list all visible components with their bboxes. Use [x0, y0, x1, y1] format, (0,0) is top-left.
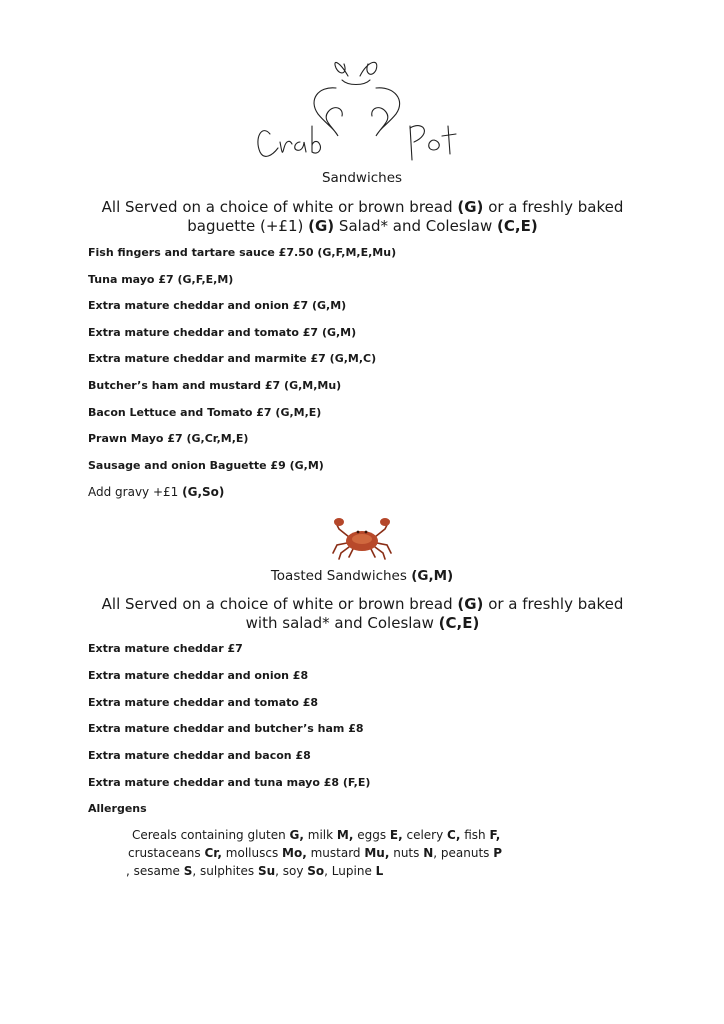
item-allergens: (G,F,E,M) — [177, 273, 234, 286]
menu-item: Extra mature cheddar and onion £8 — [88, 669, 309, 682]
allergen-code: (G) — [457, 595, 484, 613]
item-allergens: (G,M) — [311, 299, 347, 312]
menu-item: Extra mature cheddar and bacon £8 — [88, 749, 311, 762]
allergen-code: F, — [489, 828, 501, 842]
section-title-toasted — [0, 568, 724, 584]
allergen-code: Mu, — [364, 846, 390, 860]
allergen-key: Cereals containing gluten G, milk M, eggs E, celery C, fish F, crustaceans Cr, molluscs Mo, mustard Mu, nuts N, peanuts P , sesame S, sulphites Su, soy So, Lupine L — [126, 828, 503, 878]
menu-item: Extra mature cheddar and tuna mayo £8 (F,E) — [88, 776, 371, 789]
allergen-code: M, — [336, 828, 354, 842]
item-allergens: (G,F,M,E,Mu) — [317, 246, 397, 259]
allergen-code: G, — [289, 828, 304, 842]
item-allergens: (G,M,E) — [275, 406, 322, 419]
allergen-code: Mo, — [282, 846, 307, 860]
sandwiches-intro — [90, 198, 635, 236]
intro-text: or a freshly baked with salad* and Coleslaw — [245, 595, 624, 632]
toasted-intro — [90, 595, 635, 633]
item-allergens: (F,E) — [342, 776, 371, 789]
allergen-code: (G) — [308, 217, 335, 235]
allergen-code: S — [183, 864, 193, 878]
item-allergens: (G,M) — [411, 568, 454, 584]
allergens-heading: Allergens — [88, 802, 147, 815]
menu-item: Sausage and onion Baguette £9 (G,M) — [88, 459, 324, 472]
item-allergens: (G,So) — [182, 485, 225, 499]
section-title-text: Toasted Sandwiches — [270, 568, 412, 584]
menu-item: Butcher’s ham and mustard £7 (G,M,Mu) — [88, 379, 342, 392]
menu-item: Extra mature cheddar and onion £7 (G,M) — [88, 299, 347, 312]
item-allergens: (G,M) — [289, 459, 324, 472]
allergen-code: L — [375, 864, 384, 878]
intro-text: or a freshly baked baguette (+£1) — [187, 198, 624, 235]
crab-pot-logo — [248, 56, 463, 168]
item-allergens: (G,M,C) — [329, 352, 377, 365]
menu-item: Extra mature cheddar and butcher’s ham £8 — [88, 722, 364, 735]
intro-text: Salad* and Coleslaw — [334, 217, 498, 235]
item-allergens: (G,Cr,M,E) — [186, 432, 249, 445]
menu-item: Extra mature cheddar and tomato £8 — [88, 696, 319, 709]
item-allergens: (G,M,Mu) — [284, 379, 342, 392]
allergen-code: (C,E) — [497, 217, 538, 235]
menu-item: Extra mature cheddar £7 — [88, 642, 243, 655]
allergen-code: So — [307, 864, 325, 878]
menu-item: Fish fingers and tartare sauce £7.50 (G,F,M,E,Mu) — [88, 246, 397, 259]
allergen-code: Cr, — [204, 846, 222, 860]
menu-item: Prawn Mayo £7 (G,Cr,M,E) — [88, 432, 249, 445]
item-allergens: (G,M) — [321, 326, 357, 339]
intro-text: All Served on a choice of white or brown bread — [101, 198, 458, 216]
allergen-code: Su — [257, 864, 276, 878]
allergen-code: P — [493, 846, 503, 860]
intro-text: All Served on a choice of white or brown bread — [101, 595, 458, 613]
menu-addon: Add gravy +£1 (G,So) — [88, 485, 225, 499]
allergen-code: E, — [389, 828, 403, 842]
allergen-code: (C,E) — [438, 614, 480, 632]
allergen-code: (G) — [457, 198, 484, 216]
crab-illustration — [331, 515, 393, 561]
allergen-code: N — [423, 846, 434, 860]
menu-item: Extra mature cheddar and marmite £7 (G,M,C) — [88, 352, 377, 365]
menu-item: Bacon Lettuce and Tomato £7 (G,M,E) — [88, 406, 322, 419]
allergen-code: C, — [447, 828, 461, 842]
menu-item: Tuna mayo £7 (G,F,E,M) — [88, 273, 234, 286]
menu-item: Extra mature cheddar and tomato £7 (G,M) — [88, 326, 357, 339]
section-title-sandwiches: Sandwiches — [321, 170, 403, 186]
